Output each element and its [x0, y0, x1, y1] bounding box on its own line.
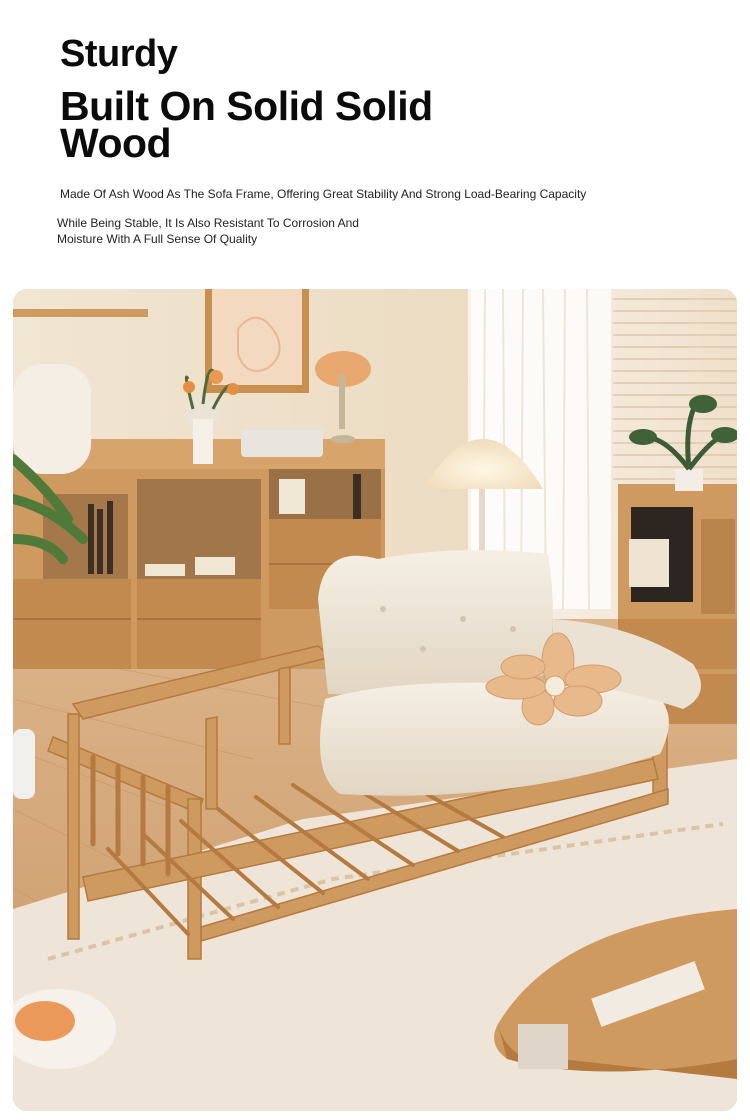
small-heater: [13, 729, 35, 799]
headline-kicker: Sturdy: [60, 33, 178, 75]
description-line-1: Made Of Ash Wood As The Sofa Frame, Offering Great Stability And Strong Load-Bearing Capacity: [60, 187, 587, 201]
description-line-2: While Being Stable, It Is Also Resistant To Corrosion And Moisture With A Full Sense Of Quality: [57, 216, 359, 246]
display-cabinet: [13, 364, 91, 474]
radio-device: [241, 429, 323, 457]
headline-title: Built On Solid Solid Wood: [60, 83, 433, 166]
sofa-scene-illustration: [13, 289, 737, 1111]
magazine-holder: [518, 1024, 568, 1069]
product-photo: [13, 289, 737, 1111]
